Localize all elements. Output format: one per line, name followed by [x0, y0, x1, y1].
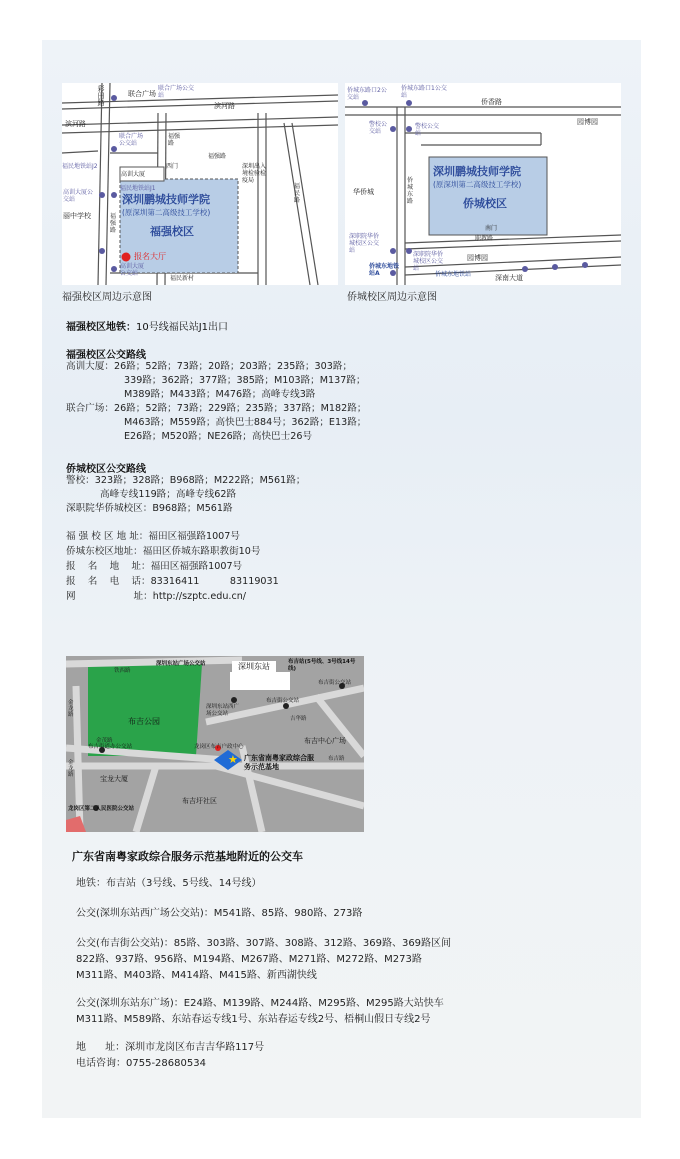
west-gate-label: 西门	[166, 163, 179, 170]
qiaocheng-bus-line-3: 深职院华侨城校区：B968路；M561路	[66, 503, 233, 514]
contact-row-4	[66, 575, 279, 589]
fumin-new-village-label: 福民新村	[170, 275, 195, 282]
contact-value-1: 福田区福强路1007号	[148, 531, 240, 542]
qiaocheng-bus-heading: 侨城校区公交路线	[66, 464, 146, 475]
base-line-8: 地 址：深圳市龙岗区布吉吉华路117号	[76, 1042, 265, 1053]
fumin-station-j2-label: 福民地铁站J2	[62, 163, 98, 170]
registration-hall-label: 报名大厅	[134, 252, 166, 261]
star-icon: ★	[228, 753, 238, 766]
contact-label-1: 福 强 校 区 地 址：	[66, 531, 149, 542]
base-line-2: 公交(深圳东站西广场公交站)：M541路、85路、980路、273路	[76, 908, 363, 919]
buji-office-stop-label: 布吉街道办公交站	[88, 744, 133, 750]
west-plaza-stop-label: 深圳东站西广场公交站	[206, 704, 240, 717]
base-line-7: M311路、M589路、东站春运专线1号、东站春运专线2号、梧桐山假日专线2号	[76, 1014, 431, 1025]
base-line-1: 地铁：布吉站（3号线、5号线、14号线）	[76, 878, 262, 889]
jingxiao-stop-label: 警校公交站	[369, 121, 388, 135]
base-label: 广东省南粤家政综合服务示范基地	[244, 754, 314, 771]
contact-row-3	[66, 560, 242, 574]
qiaocheng-bus-line-1: 警校：323路；328路；B968路；M222路；M561路；	[66, 475, 306, 486]
qiaocheng-east-1-stop-label: 侨城东路口1公交站	[401, 85, 447, 99]
gaoxun-stop-2-label: 高训大厦公交站	[120, 263, 145, 277]
jinmao-road-label: 金茂路	[96, 738, 113, 744]
jihua-road-label: 吉华路	[290, 716, 307, 722]
buji-park-label: 布吉公园	[128, 717, 160, 726]
fuqiang-campus-name: 深圳鹏城技师学院	[122, 193, 210, 206]
qiaocheng-subway-a-label: 侨城东地铁站A	[369, 263, 400, 277]
base-bus-title: 广东省南粤家政综合服务示范基地附近的公交车	[72, 850, 303, 863]
fuqiang-campus-subname: (原深圳第二高级技工学校)	[122, 208, 211, 217]
fuqiang-bus-line-4: 联合广场：26路；52路；73路；229路；235路；337路；M182路；	[66, 403, 367, 414]
jingxiao-stop-2-label: 警校公交站	[415, 123, 440, 137]
qiaocheng-subway-label: 侨城东地铁站	[435, 271, 472, 278]
fuqiang-bus-line-6: E26路；M520路；NE26路；高快巴士26号	[124, 431, 313, 442]
qiaocheng-east-road-label: 侨城东路	[407, 177, 414, 205]
lianhe-stop-2-label: 联合广场公交站	[119, 133, 144, 147]
fuqiang-map-caption: 福强校区周边示意图	[62, 292, 152, 303]
base-line-3: 公交(布吉街公交站)：85路、303路、307路、308路、312路、369路、369路区间	[76, 938, 452, 949]
contact-label-2: 侨城东校区地址：	[66, 546, 143, 557]
buji-station-label: 布吉站(5号线、3号线14号线)	[288, 659, 356, 672]
base-line-4: 822路、937路、956路、M194路、M267路、M271路、M272路、M273路	[76, 954, 422, 965]
fuqiang-bus-heading: 福强校区公交路线	[66, 350, 146, 361]
fuqiang-road-label-2: 福强路	[208, 153, 227, 160]
fuqiang-road-label-1: 福强路	[168, 133, 181, 147]
fumin-road-label: 福民路	[294, 183, 301, 204]
fuqiang-subway-label: 福强校区地铁：	[66, 322, 136, 333]
base-line-6: 公交(深圳东站东广场)：E24路、M139路、M244路、M295路、M295路大站快车	[76, 998, 444, 1009]
zhijiao-road-label: 职教路	[475, 235, 494, 242]
contact-label-4: 报 名 电 话：	[66, 576, 151, 587]
huaqiaocheng-label: 华侨城	[353, 188, 374, 196]
contact-value-3: 福田区福强路1007号	[150, 561, 243, 572]
lianhe-stop-label: 联合广场公交站	[158, 85, 195, 99]
east-plaza-stop-label: 深圳东站广场公交站	[156, 661, 206, 667]
shenzhiyuan-stop-2-label: 深职院华侨城校区公交站	[413, 251, 444, 272]
qiaocheng-east-2-stop-label: 侨城东路口2公交站	[347, 87, 387, 101]
fumin-station-j1-label: 福民地铁站J1	[120, 185, 156, 192]
buji-huzheng-label: 龙岗区布吉户政中心	[194, 744, 244, 750]
base-line-5: M311路、M403路、M414路、M415路、新西湖快线	[76, 970, 317, 981]
fuqiang-campus-area: 福强校区	[150, 225, 194, 238]
buji-hill-community-label: 布吉圩社区	[182, 797, 217, 805]
tiexi-road-label: 铁西路	[114, 668, 131, 674]
hospital-stop-label: 龙岗区第二人民医院公交站	[68, 806, 135, 812]
qiaocheng-campus-subname: (原深圳第二高级技工学校)	[433, 180, 522, 189]
lianhe-plaza-label: 联合广场	[128, 90, 156, 98]
jinlong-road-label: 金龙路	[68, 700, 74, 718]
qiaocheng-map-caption: 侨城校区周边示意图	[347, 292, 437, 303]
qiaocheng-campus-name: 深圳鹏城技师学院	[433, 165, 521, 178]
fuqiang-bus-line-1: 高训大厦：26路；52路；73路；20路；203路；235路；303路；	[66, 361, 353, 372]
yuanbo-label: 园博园	[467, 254, 488, 262]
fuqiang-subway-value: 10号线福民站J1出口	[136, 322, 229, 333]
base-line-9: 电话咨询：0755-28680534	[76, 1058, 206, 1069]
page-sheet	[42, 40, 641, 1118]
fuqiang-bus-line-3: M389路；M433路；M476路；高峰专线3路	[124, 389, 316, 400]
buji-base-map	[66, 656, 364, 832]
south-gate-label: 南门	[485, 225, 498, 232]
fuqiang-subway-title	[66, 318, 228, 333]
contact-value-2: 福田区侨城东路职教街10号	[142, 546, 261, 557]
fuqiang-bus-line-2: 339路；362路；377路；385路；M103路；M137路；	[124, 375, 366, 386]
buji-bus-stop-label: 布吉街公交站	[318, 680, 352, 686]
binhe-road-label: 滨河路	[214, 102, 235, 110]
buji-road-label: 布吉路	[328, 756, 345, 762]
qiaoxiang-road-label: 侨香路	[481, 98, 502, 106]
contact-label-3: 报 名 地 址：	[66, 561, 151, 572]
gaoxun-stop-label: 高训大厦公交站	[63, 189, 94, 203]
contact-row-2	[66, 545, 261, 559]
contact-value-4: 83316411 83119031	[150, 576, 279, 587]
qiaocheng-bus-line-2: 高峰专线119路；高峰专线62路	[100, 489, 237, 500]
contact-label-5: 网 址：	[66, 591, 153, 602]
caitian-road-label: 彩田路	[97, 85, 105, 106]
qiaocheng-campus-map	[345, 83, 621, 285]
fuqiang-vertical-label: 福强路	[110, 213, 117, 234]
contact-row-1	[66, 530, 240, 544]
yuanbo-label-top: 园博园	[577, 118, 598, 126]
gaoxun-tower-label: 高训大厦	[121, 171, 146, 178]
fuqiang-campus-map	[62, 83, 338, 285]
lizhong-school-label: 丽中学校	[63, 212, 91, 220]
baolong-tower-label: 宝龙大厦	[100, 775, 128, 783]
shenzhiyuan-stop-label: 深职院华侨城校区公交站	[349, 233, 380, 254]
jinlong-road-label-2: 金龙路	[68, 760, 74, 778]
contact-row-5	[66, 590, 246, 604]
buji-center-plaza-label: 布吉中心广场	[304, 737, 346, 745]
shennan-avenue-label: 深南大道	[495, 274, 523, 282]
qiaocheng-campus-area: 侨城校区	[463, 197, 507, 210]
inspection-bureau-label: 深圳出入境检验检疫局	[242, 163, 267, 184]
binhe-road-label-2: 滨河路	[65, 120, 86, 128]
bujijie-stop-label: 布吉街公交站	[266, 698, 300, 704]
shenzhen-east-station-label: 深圳东站	[232, 661, 276, 672]
contact-value-5[interactable]: http://szptc.edu.cn/	[152, 591, 247, 602]
fuqiang-bus-line-5: M463路；M559路；高快巴士884号；362路；E13路；	[124, 417, 367, 428]
